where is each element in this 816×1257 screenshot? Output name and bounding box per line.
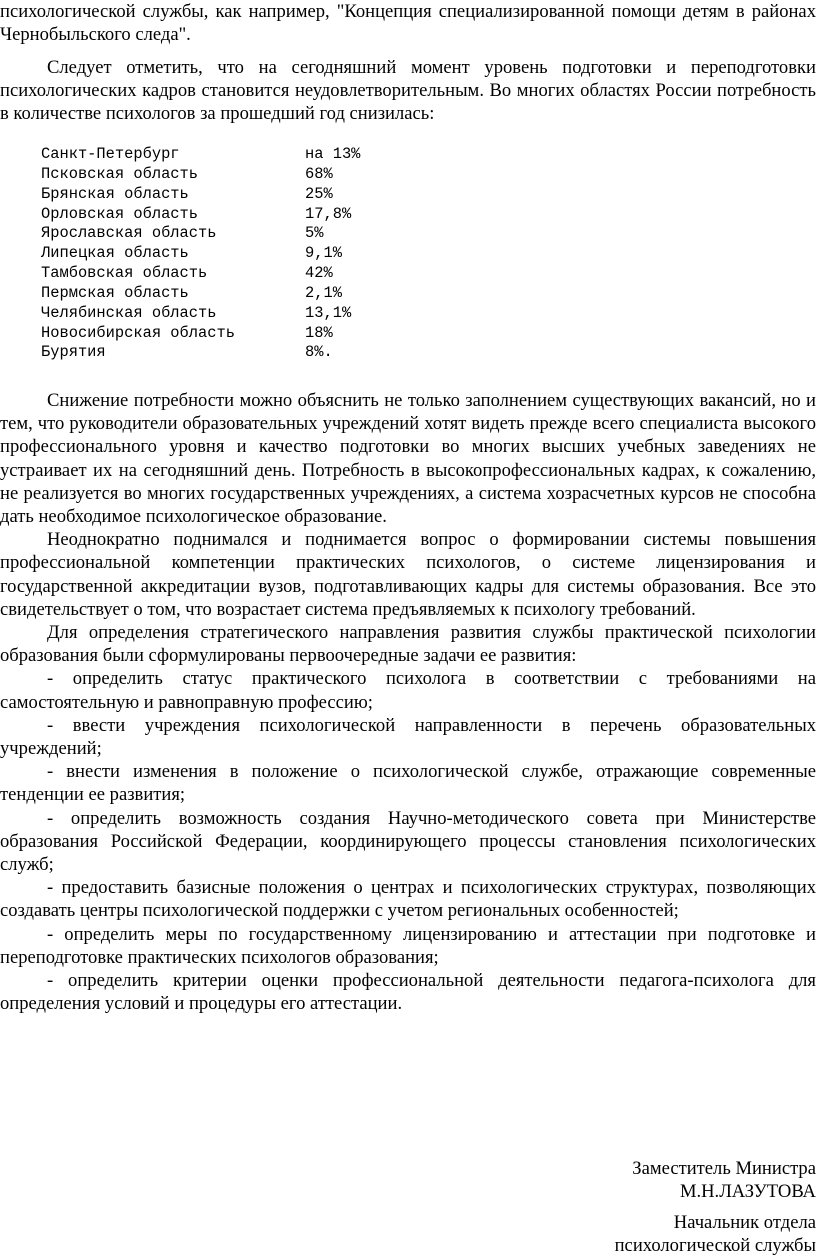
task-item: - определить возможность создания Научно-методического совета при Министерстве образования Российской Федерации, координирующего процессы становления психологических служб; [0,807,816,876]
stat-value: 9,1% [305,244,342,263]
signature-deputy-minister [632,1157,816,1203]
stat-row [41,304,360,324]
stat-row [41,224,360,244]
body-text [0,389,816,1015]
stat-region: Санкт-Петербург [41,145,180,163]
stat-row [41,145,360,165]
stat-value: 2,1% [305,283,342,302]
task-item: - ввести учреждения психологической направленности в перечень образовательных учреждений; [0,714,816,760]
stat-row [41,264,360,284]
task-item: - определить статус практического психолога в соответствии с требованиями на самостоятельную и равноправную профессию; [0,668,816,713]
stat-region: Новосибирская область [41,323,235,342]
stat-row [41,185,360,205]
stat-value: 68% [305,164,333,183]
stat-row [41,205,360,225]
task-item: - определить меры по государственному лицензированию и аттестации при подготовке и переподготовке практических психологов образования; [0,923,816,968]
signature-title-continued: психологической службы [614,1235,816,1257]
stat-row [41,165,360,185]
stat-value: 25% [305,184,333,203]
region-stats-list [41,145,360,363]
intro-paragraph: Следует отметить, что на сегодняшний момент уровень подготовки и переподготовки психологических кадров становится неудовлетворительным. Во многих областях России потребность в количестве психологов за прошедший год снизилась: [0,57,816,125]
stat-value: 18% [305,323,333,342]
stat-row [41,244,360,264]
stat-region: Ярославская область [41,224,217,243]
stat-region: Орловская область [41,204,199,223]
stat-region: Псковская область [41,164,199,183]
task-item: - предоставить базисные положения о центрах и психологических структурах, позволяющих создавать центры психологической поддержки с учетом региональных особенностей; [0,877,816,922]
paragraph-demand-decline: Снижение потребности можно объяснить не только заполнением существующих вакансий, но и тем, что руководители образовательных учреждений хотят видеть прежде всего специалиста высокого профессионального уровня и качество подготовки во многих высших учебных заведениях не устраивает их на сегодняшний день. Потребность в высокопрофессиональных кадрах, к сожалению, не реализуется во многих государственных учреждениях, а система хозрасчетных курсов не способна дать необходимое психологическое образование. [0,390,816,528]
signature-title: Заместитель Министра [632,1158,816,1179]
paragraph-competence-system: Неоднократно поднимался и поднимается вопрос о формировании системы повышения профессиональной компетенции практических психологов, о системе лицензирования и государственной аккредитации вузов, подготавливающих кадры для системы образования. Все это свидетельствует о том, что возрастает система предъявляемых к психологу требований. [0,529,816,620]
signature-name: М.Н.ЛАЗУТОВА [679,1181,816,1203]
stat-region: Тамбовская область [41,264,208,283]
stat-region: Бурятия [41,343,106,362]
stat-row [41,284,360,304]
signature-department-head [615,1211,816,1257]
stat-region: Брянская область [41,184,189,203]
stat-region: Челябинская область [41,303,217,322]
stat-row [41,324,360,344]
stat-value: 42% [305,264,333,283]
stat-value: 13,1% [305,303,352,322]
stat-region: Пермская область [41,283,189,302]
stat-value: на 13% [305,145,361,163]
stat-row [41,343,360,363]
stat-region: Липецкая область [41,244,189,263]
stat-value: 8%. [305,343,333,362]
task-item: - внести изменения в положение о психологической службе, отражающие современные тенденции ее развития; [0,761,816,806]
stat-value: 5% [305,224,324,243]
continued-paragraph: психологической службы, как например, "Концепция специализированной помощи детям в районах Чернобыльского следа". [0,1,816,46]
paragraph-tasks-intro: Для определения стратегического направления развития службы практической психологии образования были сформулированы первоочередные задачи ее развития: [0,622,816,667]
stat-value: 17,8% [305,204,352,223]
signature-title: Начальник отдела [673,1212,816,1233]
task-item: - определить критерии оценки профессиональной деятельности педагога-психолога для определения условий и процедуры его аттестации. [0,970,816,1015]
